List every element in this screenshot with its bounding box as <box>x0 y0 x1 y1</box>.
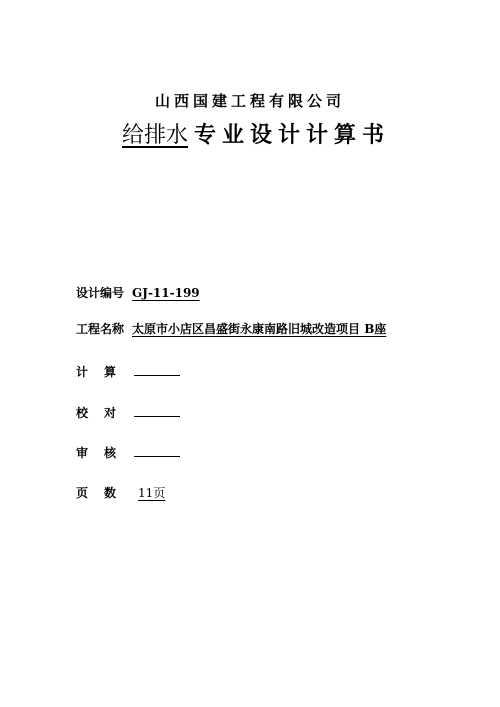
reviewer-blank-line <box>134 443 180 457</box>
design-number-label: 设计编号 <box>76 286 125 300</box>
design-number-value: GJ-11-199 <box>132 286 200 300</box>
project-name-value: 太原市小店区昌盛街永康南路旧城改造项目 B座 <box>132 322 387 336</box>
document-title-suffix: 专业设计计算书 <box>194 122 391 148</box>
page-count-label: 页数 <box>76 486 133 500</box>
discipline-name: 给排水 <box>121 123 188 148</box>
checker-row <box>76 403 180 421</box>
calculator-row <box>76 362 180 380</box>
design-number-row <box>76 284 200 301</box>
company-name: 山西国建工程有限公司 <box>154 92 345 110</box>
reviewer-label: 审核 <box>76 446 133 460</box>
page-count-value: 11页 <box>138 486 166 500</box>
reviewer-row <box>76 443 180 461</box>
checker-label: 校对 <box>76 406 133 420</box>
calculator-blank-line <box>134 362 180 376</box>
document-title <box>0 118 500 149</box>
calculator-label: 计算 <box>76 365 133 379</box>
checker-blank-line <box>134 403 180 417</box>
page-count-row <box>76 484 165 501</box>
project-name-label: 工程名称 <box>76 322 125 336</box>
project-name-row <box>76 320 386 337</box>
